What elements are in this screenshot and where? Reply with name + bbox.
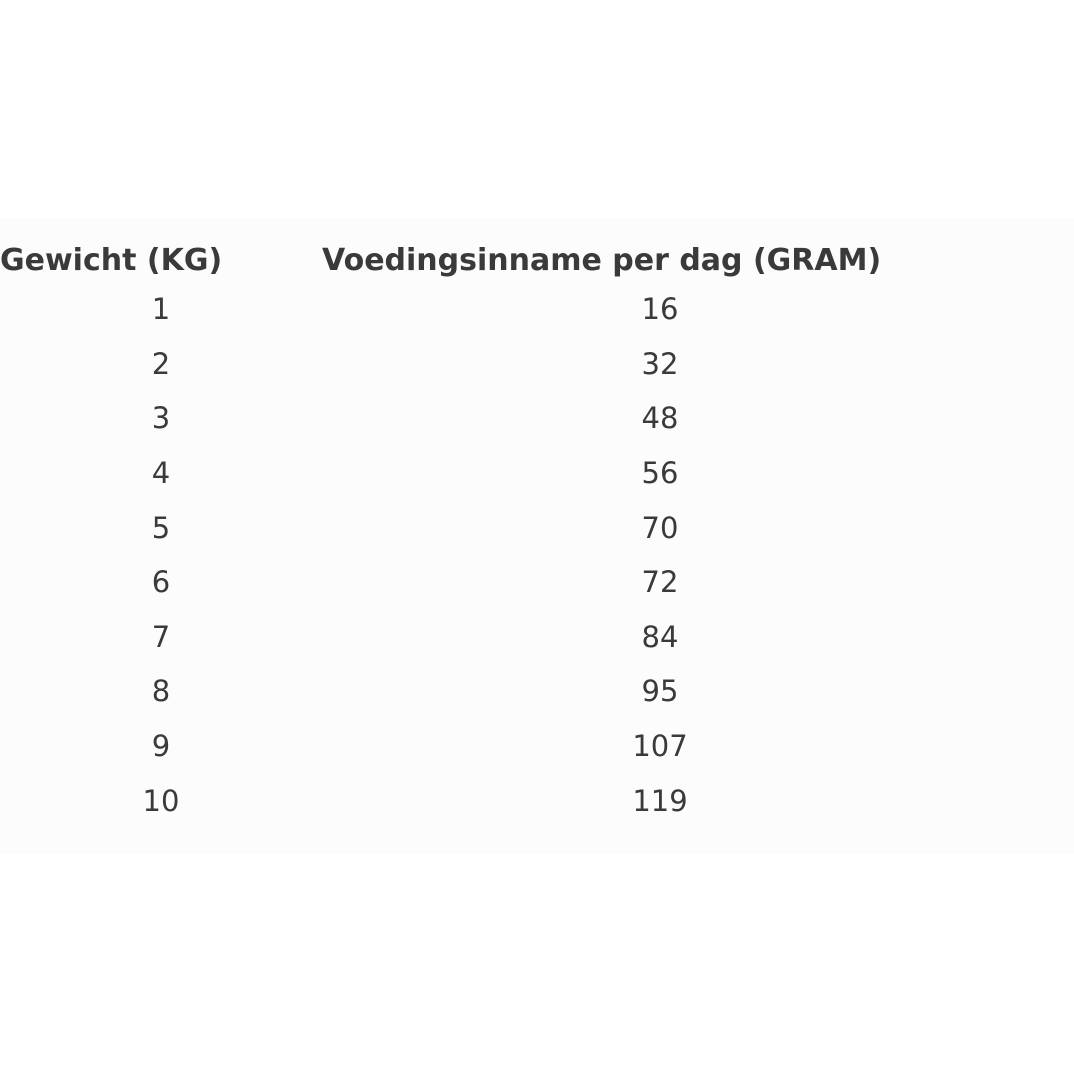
- feeding-table-panel: [0, 218, 1074, 854]
- table-row: [0, 610, 1026, 665]
- intake-cell: [322, 282, 1026, 337]
- intake-value: 107: [632, 729, 688, 764]
- intake-column-header: Voedingsinname per dag (GRAM): [322, 242, 882, 278]
- table-row: [0, 719, 1026, 774]
- intake-value: 56: [641, 456, 679, 491]
- intake-cell: [322, 391, 1026, 446]
- weight-cell: 10: [142, 783, 180, 818]
- weight-cell: 8: [151, 674, 171, 709]
- feeding-table: [0, 238, 1026, 828]
- intake-value: 119: [632, 783, 688, 818]
- intake-cell: [322, 610, 1026, 665]
- weight-cell: 6: [151, 565, 171, 600]
- weight-cell: 2: [151, 346, 171, 381]
- table-row: [0, 282, 1026, 337]
- table-row: [0, 337, 1026, 392]
- intake-cell: [322, 337, 1026, 392]
- weight-cell: 4: [151, 456, 171, 491]
- intake-cell: [322, 555, 1026, 610]
- intake-cell: [322, 500, 1026, 555]
- table-row: [0, 500, 1026, 555]
- table-row: [0, 391, 1026, 446]
- intake-value: 48: [641, 401, 679, 436]
- table-row: [0, 446, 1026, 501]
- weight-cell: 1: [151, 292, 171, 327]
- weight-cell: 3: [151, 401, 171, 436]
- intake-value: 72: [641, 565, 679, 600]
- weight-cell: 7: [151, 619, 171, 654]
- table-row: [0, 664, 1026, 719]
- weight-column-header: Gewicht (KG): [0, 242, 223, 278]
- intake-value: 16: [641, 292, 679, 327]
- table-row: [0, 773, 1026, 828]
- table-row: [0, 555, 1026, 610]
- intake-value: 70: [641, 510, 679, 545]
- intake-cell: [322, 773, 1026, 828]
- intake-value: 95: [641, 674, 679, 709]
- intake-value: 84: [641, 619, 679, 654]
- intake-cell: [322, 446, 1026, 501]
- intake-cell: [322, 664, 1026, 719]
- weight-cell: 5: [151, 510, 171, 545]
- table-header-row: [0, 238, 1026, 282]
- intake-cell: [322, 719, 1026, 774]
- weight-cell: 9: [151, 729, 171, 764]
- intake-value: 32: [641, 346, 679, 381]
